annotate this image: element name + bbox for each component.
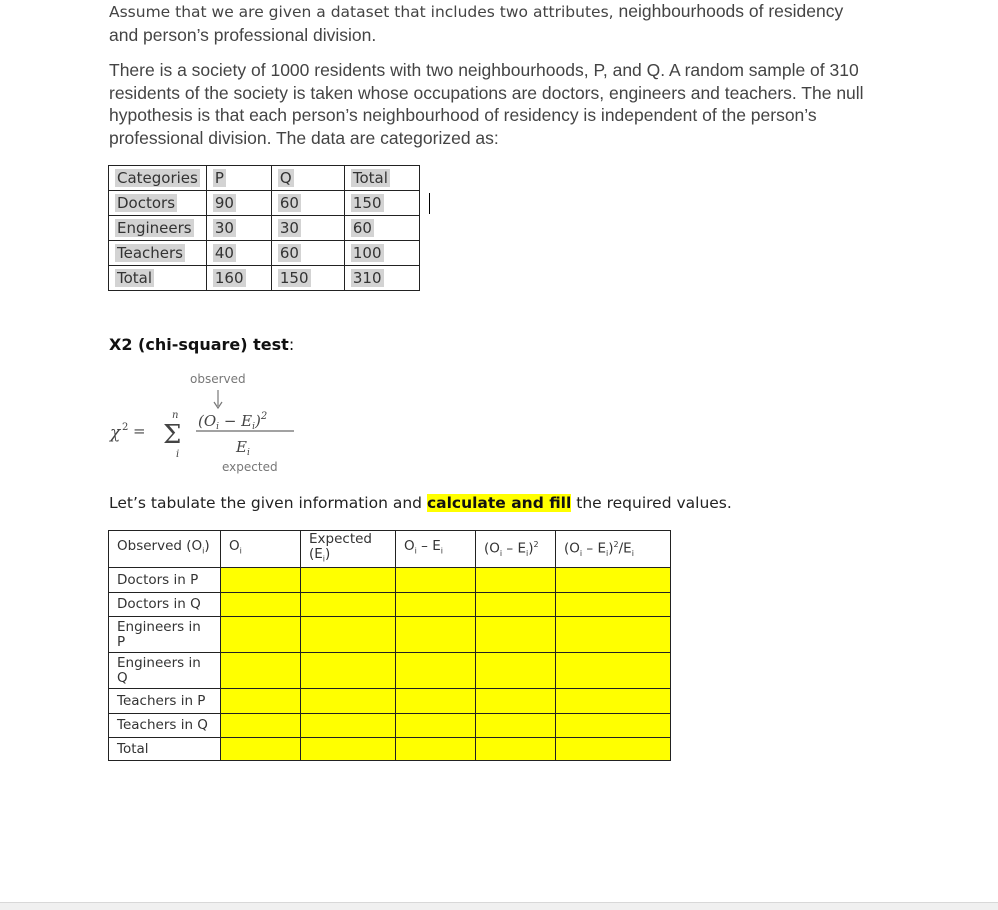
contingency-table (108, 165, 420, 291)
table-cell: 90 (206, 191, 271, 216)
svg-text:i: i (176, 449, 180, 460)
observed-label: observed (190, 372, 246, 386)
table-header-row (109, 166, 420, 191)
chi-square-title: X2 (chi-square) test: (109, 335, 295, 354)
calculation-table (108, 530, 671, 761)
table-row (109, 216, 420, 241)
table-cell: 60 (271, 191, 344, 216)
table-row: Teachers in P (109, 689, 671, 714)
instruction-line: Let’s tabulate the given information and calculate and fill the required values. (109, 494, 732, 512)
table-cell: Engineers (109, 216, 207, 241)
header-cell: $O_i - E_i$ (396, 531, 476, 568)
table-cell: 150 (271, 266, 344, 291)
table-row: Engineers in P (109, 617, 671, 653)
table-cell: 310 (344, 266, 419, 291)
svg-text:2: 2 (122, 422, 129, 433)
table-cell: 160 (206, 266, 271, 291)
intro-paragraph (109, 0, 869, 47)
document-body (109, 0, 869, 149)
header-cell: P (206, 166, 271, 191)
table-row: Doctors in P (109, 568, 671, 593)
table-row (109, 241, 420, 266)
intro-part2: neighbourhoods of residency and person’s professional division. (109, 1, 844, 45)
table-cell: Doctors (109, 191, 207, 216)
formula-lhs: χ (110, 423, 121, 443)
table-cell: 100 (344, 241, 419, 266)
formula-denominator: $E_i$ (236, 438, 250, 458)
header-cell: Observed $(O_i)$ (109, 531, 221, 568)
header-cell: $O_i$ (221, 531, 301, 568)
header-cell: Categories (109, 166, 207, 191)
description-paragraph: There is a society of 1000 residents with two neighbourhoods, P, and Q. A random sample of 310 residents of the society is taken whose occupations are doctors, engineers and teachers. The null hypothesis is that each person’s neighbourhood of residency is independent of the person’s professional division. The data are categorized as: (109, 60, 864, 148)
table-cell: 30 (271, 216, 344, 241)
table-cell: 150 (344, 191, 419, 216)
header-cell: Total (344, 166, 419, 191)
chi-square-formula (106, 368, 306, 478)
table-cell: 40 (206, 241, 271, 266)
table-row: Doctors in Q (109, 593, 671, 617)
header-cell: Expected $(E_i)$ (301, 531, 396, 568)
sigma-symbol: Σ (163, 420, 182, 450)
table-cell: Teachers (109, 241, 207, 266)
header-cell: $(O_i - E_i)^2$ (476, 531, 556, 568)
table-cell: Total (109, 266, 207, 291)
table-cell: 60 (344, 216, 419, 241)
table-row: Total (109, 738, 671, 761)
table-row: Engineers in Q (109, 653, 671, 689)
header-cell: Q (271, 166, 344, 191)
table-row (109, 266, 420, 291)
intro-part1: Assume that we are given a dataset that includes two attributes, (109, 3, 619, 21)
highlighted-text: calculate and fill (426, 494, 572, 512)
formula-numerator: $(O_i - E_i)^2$ (198, 411, 268, 432)
table-row: Teachers in Q (109, 714, 671, 738)
calc-header-row (109, 531, 671, 568)
svg-text:n: n (172, 410, 179, 421)
text-cursor (429, 193, 430, 214)
svg-text:=: = (133, 422, 146, 440)
expected-label: expected (222, 460, 278, 474)
header-cell: $(O_i - E_i)^2/E_i$ (556, 531, 671, 568)
table-cell: 30 (206, 216, 271, 241)
table-cell: 60 (271, 241, 344, 266)
table-row (109, 191, 420, 216)
